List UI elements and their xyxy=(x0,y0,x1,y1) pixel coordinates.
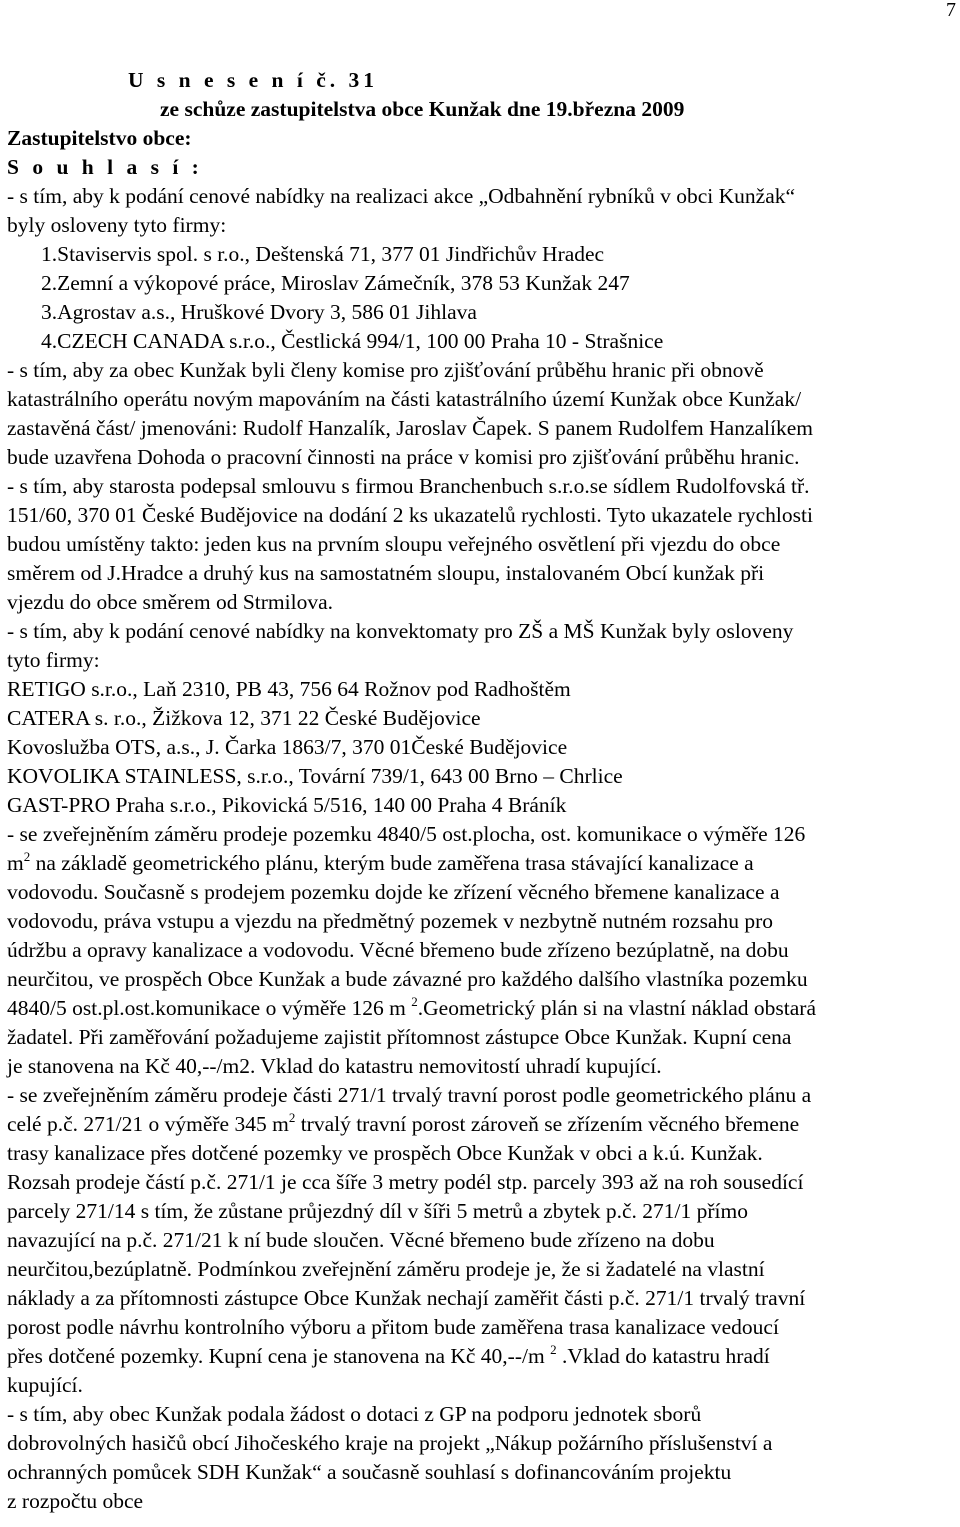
text-line xyxy=(7,559,960,588)
text-line xyxy=(7,791,960,820)
text-line-content: celé p.č. 271/21 o výměře 345 m xyxy=(7,1112,289,1136)
text-line-content: žadatel. Při zaměřování požadujeme zajistit přítomnost zástupce Obce Kunžak. Kupní cena xyxy=(7,1025,792,1049)
text-line-content: m xyxy=(7,851,24,875)
text-line-continuation: .Vklad do katastru hradí xyxy=(556,1344,770,1368)
text-line xyxy=(7,675,960,704)
text-line xyxy=(7,1313,960,1342)
meeting-subtitle: ze schůze zastupitelstva obce Kunžak dne 19.března 2009 xyxy=(160,97,685,121)
text-line xyxy=(7,936,960,965)
resolution-title: U s n e s e n í č. 31 xyxy=(128,68,379,92)
text-line-content: navazující na p.č. 271/21 k ní bude sloučen. Věcné břemeno bude zřízeno na dobu xyxy=(7,1228,715,1252)
text-line-content: údržbu a opravy kanalizace a vodovodu. Věcné břemeno bude zřízeno bezúplatně, na dobu xyxy=(7,938,789,962)
text-line xyxy=(41,240,960,269)
text-line xyxy=(7,1487,960,1516)
text-line-content: - s tím, aby obec Kunžak podala žádost o dotaci z GP na podporu jednotek sborů xyxy=(7,1402,702,1426)
text-line xyxy=(7,617,960,646)
text-line-content: tyto firmy: xyxy=(7,648,100,672)
text-line-content: bude uzavřena Dohoda o pracovní činnosti na práce v komisi pro zjišťování průběhu hranic. xyxy=(7,445,800,469)
text-line xyxy=(7,704,960,733)
text-line-content: Rozsah prodeje částí p.č. 271/1 je cca šíře 3 metry podél stp. parcely 393 až na roh sousedící xyxy=(7,1170,804,1194)
text-line xyxy=(7,1429,960,1458)
text-line-content: - s tím, aby k podání cenové nabídky na konvektomaty pro ZŠ a MŠ Kunžak byly osloveny xyxy=(7,619,794,643)
text-line xyxy=(41,298,960,327)
text-line-content: - s tím, aby k podání cenové nabídky na realizaci akce „Odbahnění rybníků v obci Kunžak“ xyxy=(7,184,796,208)
text-line-content: vodovodu, práva vstupu a vjezdu na předmětný pozemek v nezbytně nutném rozsahu pro xyxy=(7,909,774,933)
text-line-content: - s tím, aby za obec Kunžak byli členy komise pro zjišťování průběhu hranic při obnově xyxy=(7,358,764,382)
text-line xyxy=(7,878,960,907)
agrees-heading: S o u h l a s í : xyxy=(7,155,203,179)
text-line xyxy=(7,1255,960,1284)
text-line xyxy=(7,1284,960,1313)
text-line xyxy=(7,211,960,240)
text-line-content: neurčitou,bezúplatně. Podmínkou zveřejnění záměru prodeje je, že si žadatelé na vlastní xyxy=(7,1257,765,1281)
text-line xyxy=(7,443,960,472)
superscript: 2 xyxy=(23,849,31,864)
text-line-content: katastrálního operátu novým mapováním na části katastrálního území Kunžak obce Kunžak/ xyxy=(7,387,802,411)
text-line xyxy=(7,1081,960,1110)
text-line xyxy=(7,472,960,501)
page-number: 7 xyxy=(946,0,956,21)
text-line-content: budou umístěny takto: jeden kus na prvním sloupu veřejného osvětlení při vjezdu do obce xyxy=(7,532,781,556)
text-line-content: vodovodu. Současně s prodejem pozemku dojde ke zřízení věcného břemene kanalizace a xyxy=(7,880,780,904)
text-line-content: porost podle návrhu kontrolního výboru a přitom bude zaměřena trasa kanalizace vedoucí xyxy=(7,1315,779,1339)
text-line-content: byly osloveny tyto firmy: xyxy=(7,213,227,237)
text-line-continuation: na základě geometrického plánu, kterým bude zaměřena trasa stávající kanalizace a xyxy=(30,851,754,875)
text-line xyxy=(7,1226,960,1255)
text-line xyxy=(7,733,960,762)
text-line xyxy=(41,269,960,298)
council-heading: Zastupitelstvo obce: xyxy=(7,126,192,150)
text-line-content: z rozpočtu obce xyxy=(7,1489,144,1513)
text-line xyxy=(7,1400,960,1429)
text-line-content: RETIGO s.r.o., Laň 2310, PB 43, 756 64 Rožnov pod Radhoštěm xyxy=(7,677,571,701)
text-line xyxy=(7,994,960,1023)
text-line xyxy=(7,1168,960,1197)
text-line xyxy=(7,1342,960,1371)
text-line-content: vjezdu do obce směrem od Strmilova. xyxy=(7,590,334,614)
text-line xyxy=(7,1197,960,1226)
text-line-continuation: trvalý travní porost zároveň se zřízením věcného břemene xyxy=(295,1112,800,1136)
text-line xyxy=(7,820,960,849)
text-line xyxy=(7,762,960,791)
text-line xyxy=(7,356,960,385)
text-line xyxy=(7,1110,960,1139)
text-line-content: 2.Zemní a výkopové práce, Miroslav Zámečník, 378 53 Kunžak 247 xyxy=(41,271,630,295)
text-line-content: je stanovena na Kč 40,--/m2. Vklad do katastru nemovitostí uhradí kupující. xyxy=(7,1054,662,1078)
text-line-content: neurčitou, ve prospěch Obce Kunžak a bude závazné pro každého dalšího vlastníka pozemku xyxy=(7,967,808,991)
text-line-content: 1.Staviservis spol. s r.o., Deštenská 71, 377 01 Jindřichův Hradec xyxy=(41,242,605,266)
text-line xyxy=(7,849,960,878)
superscript: 2 xyxy=(411,994,418,1009)
text-line-continuation: .Geometrický plán si na vlastní náklad obstará xyxy=(417,996,817,1020)
text-line xyxy=(7,1139,960,1168)
text-line xyxy=(7,385,960,414)
text-line-content: GAST-PRO Praha s.r.o., Pikovická 5/516, 140 00 Praha 4 Bráník xyxy=(7,793,567,817)
text-line-content: 4.CZECH CANADA s.r.o., Čestlická 994/1, 100 00 Praha 10 - Strašnice xyxy=(41,329,664,353)
text-line-content: - se zveřejněním záměru prodeje části 271/1 trvalý travní porost podle geometrického plánu a xyxy=(7,1083,812,1107)
text-line-content: kupující. xyxy=(7,1373,83,1397)
text-line-content: ochranných pomůcek SDH Kunžak“ a současně souhlasí s dofinancováním projektu xyxy=(7,1460,732,1484)
text-line xyxy=(7,907,960,936)
text-line xyxy=(7,414,960,443)
text-line-content: - se zveřejněním záměru prodeje pozemku 4840/5 ost.plocha, ost. komunikace o výměře 126 xyxy=(7,822,806,846)
text-line xyxy=(7,588,960,617)
text-line-content: dobrovolných hasičů obcí Jihočeského kraje na projekt „Nákup požárního příslušenství a xyxy=(7,1431,773,1455)
text-line-content: směrem od J.Hradce a druhý kus na samostatném sloupu, instalovaném Obcí kunžak při xyxy=(7,561,765,585)
text-line xyxy=(7,1052,960,1081)
text-line-content: parcely 271/14 s tím, že zůstane průjezdný díl v šíři 5 metrů a zbytek p.č. 271/1 přímo xyxy=(7,1199,748,1223)
text-line-content: 4840/5 ost.pl.ost.komunikace o výměře 126 m xyxy=(7,996,412,1020)
text-line xyxy=(7,965,960,994)
text-line-content: náklady a za přítomnosti zástupce Obce Kunžak nechají zaměřit části p.č. 271/1 trvalý travní xyxy=(7,1286,806,1310)
text-line-content: trasy kanalizace přes dotčené pozemky ve prospěch Obce Kunžak v obci a k.ú. Kunžak. xyxy=(7,1141,763,1165)
text-line-content: 151/60, 370 01 České Budějovice na dodání 2 ks ukazatelů rychlosti. Tyto ukazatele rychlosti xyxy=(7,503,813,527)
text-line xyxy=(7,1371,960,1400)
text-line xyxy=(7,530,960,559)
text-line xyxy=(7,501,960,530)
text-line xyxy=(7,1458,960,1487)
text-line-content: zastavěná část/ jmenováni: Rudolf Hanzalík, Jaroslav Čapek. S panem Rudolfem Hanzalíkem xyxy=(7,416,814,440)
text-line xyxy=(41,327,960,356)
text-line-content: KOVOLIKA STAINLESS, s.r.o., Tovární 739/1, 643 00 Brno – Chrlice xyxy=(7,764,623,788)
text-line-content: CATERA s. r.o., Žižkova 12, 371 22 České Budějovice xyxy=(7,706,481,730)
text-line xyxy=(7,1023,960,1052)
text-line-content: 3.Agrostav a.s., Hruškové Dvory 3, 586 01 Jihlava xyxy=(41,300,477,324)
text-line xyxy=(7,646,960,675)
superscript: 2 xyxy=(288,1110,296,1125)
superscript: 2 xyxy=(550,1342,557,1357)
text-line xyxy=(7,182,960,211)
text-line-content: přes dotčené pozemky. Kupní cena je stanovena na Kč 40,--/m xyxy=(7,1344,551,1368)
text-line-content: Kovoslužba OTS, a.s., J. Čarka 1863/7, 370 01České Budějovice xyxy=(7,735,568,759)
text-line-content: - s tím, aby starosta podepsal smlouvu s firmou Branchenbuch s.r.o.se sídlem Rudolfovská tř. xyxy=(7,474,810,498)
